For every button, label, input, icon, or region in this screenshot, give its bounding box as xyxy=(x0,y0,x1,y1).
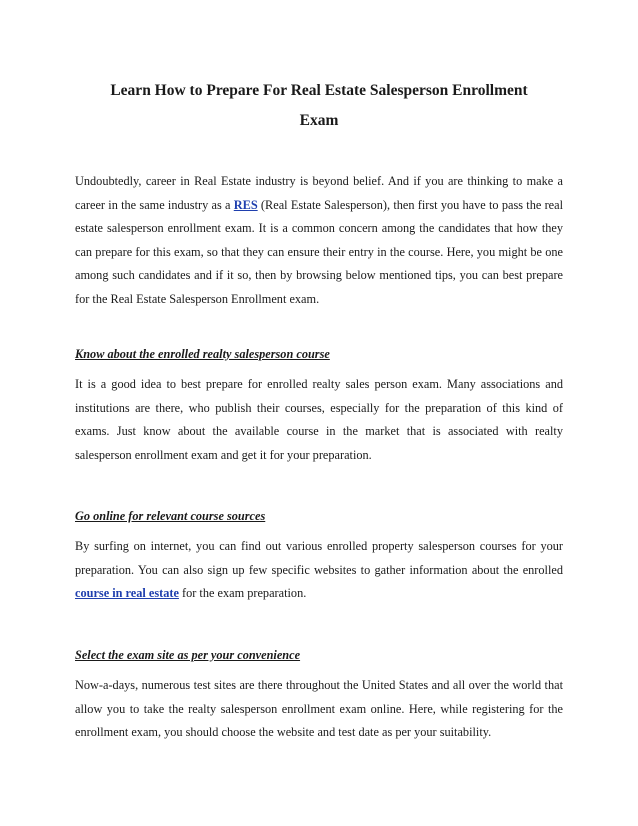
section-paragraph-online xyxy=(75,535,563,606)
section-paragraph-course: It is a good idea to best prepare for enrolled realty sales person exam. Many associations and institutions are there, who publish their courses, especially for the preparation of this kind of exams. Just know about the available course in the market that is associated with realty salesperson enrollment exam and get it for your preparation. xyxy=(75,377,563,462)
course-in-real-estate-link[interactable]: course in real estate xyxy=(75,586,179,601)
res-link[interactable]: RES xyxy=(233,197,258,212)
section-paragraph-exam-site: Now-a-days, numerous test sites are there throughout the United States and all over the world that allow you to take the realty salesperson enrollment exam online. Here, while registering for the enrollment exam, you should choose the website and test date as per your suitability. xyxy=(75,678,563,740)
intro-text-2: (Real Estate Salesperson), then first you have to pass the real estate salesperson enrollment exam. It is a common concern among the candidates that how they can prepare for this exam, so that they can ensure their entry in the course. Here, you might be one among such candidates and if it so, then by browsing below mentioned tips, you can best prepare for the Real Estate Salesperson Enrollment exam. xyxy=(75,197,564,306)
section-heading-online: Go online for relevant course sources xyxy=(75,509,266,523)
section-heading-course: Know about the enrolled realty salesperson course xyxy=(75,347,330,361)
intro-text-1: Undoubtedly, career in Real Estate industry is beyond belief. And if you are thinking to make a career in the same industry as a xyxy=(75,174,563,212)
title-line-1: Learn How to Prepare For Real Estate Salesperson Enrollment xyxy=(110,82,528,99)
intro-paragraph xyxy=(75,170,563,312)
title-line-2: Exam xyxy=(299,112,339,129)
section-heading-exam-site: Select the exam site as per your convenience xyxy=(75,648,301,662)
online-text-1: By surfing on internet, you can find out various enrolled property salesperson courses for your preparation. You can also sign up few specific websites to gather information about the enrolled xyxy=(75,539,563,577)
page-title xyxy=(75,76,563,136)
online-text-2: for the exam preparation. xyxy=(178,586,307,601)
